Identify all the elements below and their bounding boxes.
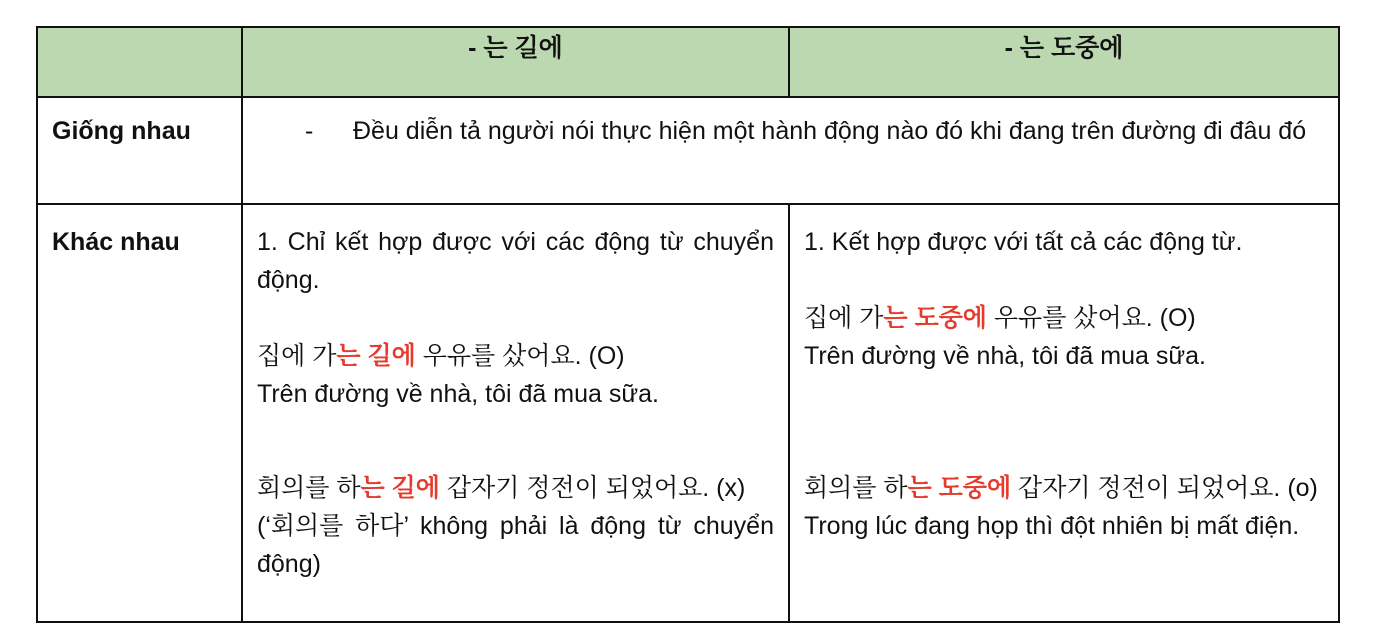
- diff-label: Khác nhau: [37, 204, 242, 622]
- diff-row: [37, 204, 1339, 622]
- left-example-1-translation: Trên đường về nhà, tôi đã mua sữa.: [257, 380, 659, 408]
- header-neun-dojunge: - 는 도중에: [789, 27, 1339, 97]
- same-description: Đều diễn tả người nói thực hiện một hành động nào đó khi đang trên đường đi đâu đó: [353, 117, 1307, 145]
- left-rule: 1. Chỉ kết hợp được với các động từ chuyển động.: [257, 228, 774, 294]
- header-row: [37, 27, 1339, 97]
- example-text: 집에 가: [257, 342, 337, 370]
- diff-left-cell: [242, 204, 789, 622]
- header-neun-gire: - 는 길에: [242, 27, 789, 97]
- right-example-2: [804, 469, 1324, 507]
- right-rule: 1. Kết hợp được với tất cả các động từ.: [804, 228, 1243, 256]
- grammar-highlight: 는 길에: [336, 342, 416, 370]
- right-example-2-translation: Trong lúc đang họp thì đột nhiên bị mất điện.: [804, 512, 1300, 540]
- example-text: 갑자기 정전이 되었어요. (x): [439, 474, 746, 502]
- same-row: [37, 97, 1339, 204]
- right-example-1-translation: Trên đường về nhà, tôi đã mua sữa.: [804, 342, 1206, 370]
- example-text: 우유를 샀어요. (O): [415, 342, 625, 370]
- example-text: 회의를 하: [257, 474, 361, 502]
- diff-right-cell: [789, 204, 1339, 622]
- left-example-1: [257, 337, 774, 375]
- comparison-table: [36, 26, 1340, 623]
- right-example-1: [804, 299, 1324, 337]
- same-label: Giống nhau: [37, 97, 242, 204]
- example-text: 갑자기 정전이 되었어요. (o): [1011, 474, 1318, 502]
- left-example-2-note: (‘회의를 하다’ không phải là động từ chuyển động): [257, 512, 774, 578]
- grammar-highlight: 는 길에: [360, 474, 440, 502]
- same-content: [242, 97, 1339, 204]
- example-text: 우유를 샀어요. (O): [986, 304, 1196, 332]
- header-empty-cell: [37, 27, 242, 97]
- grammar-highlight: 는 도중에: [907, 474, 1012, 502]
- example-text: 회의를 하: [804, 474, 908, 502]
- example-text: 집에 가: [804, 304, 884, 332]
- left-example-2: [257, 469, 774, 507]
- grammar-highlight: 는 도중에: [883, 304, 987, 332]
- bullet-dash: -: [305, 117, 314, 145]
